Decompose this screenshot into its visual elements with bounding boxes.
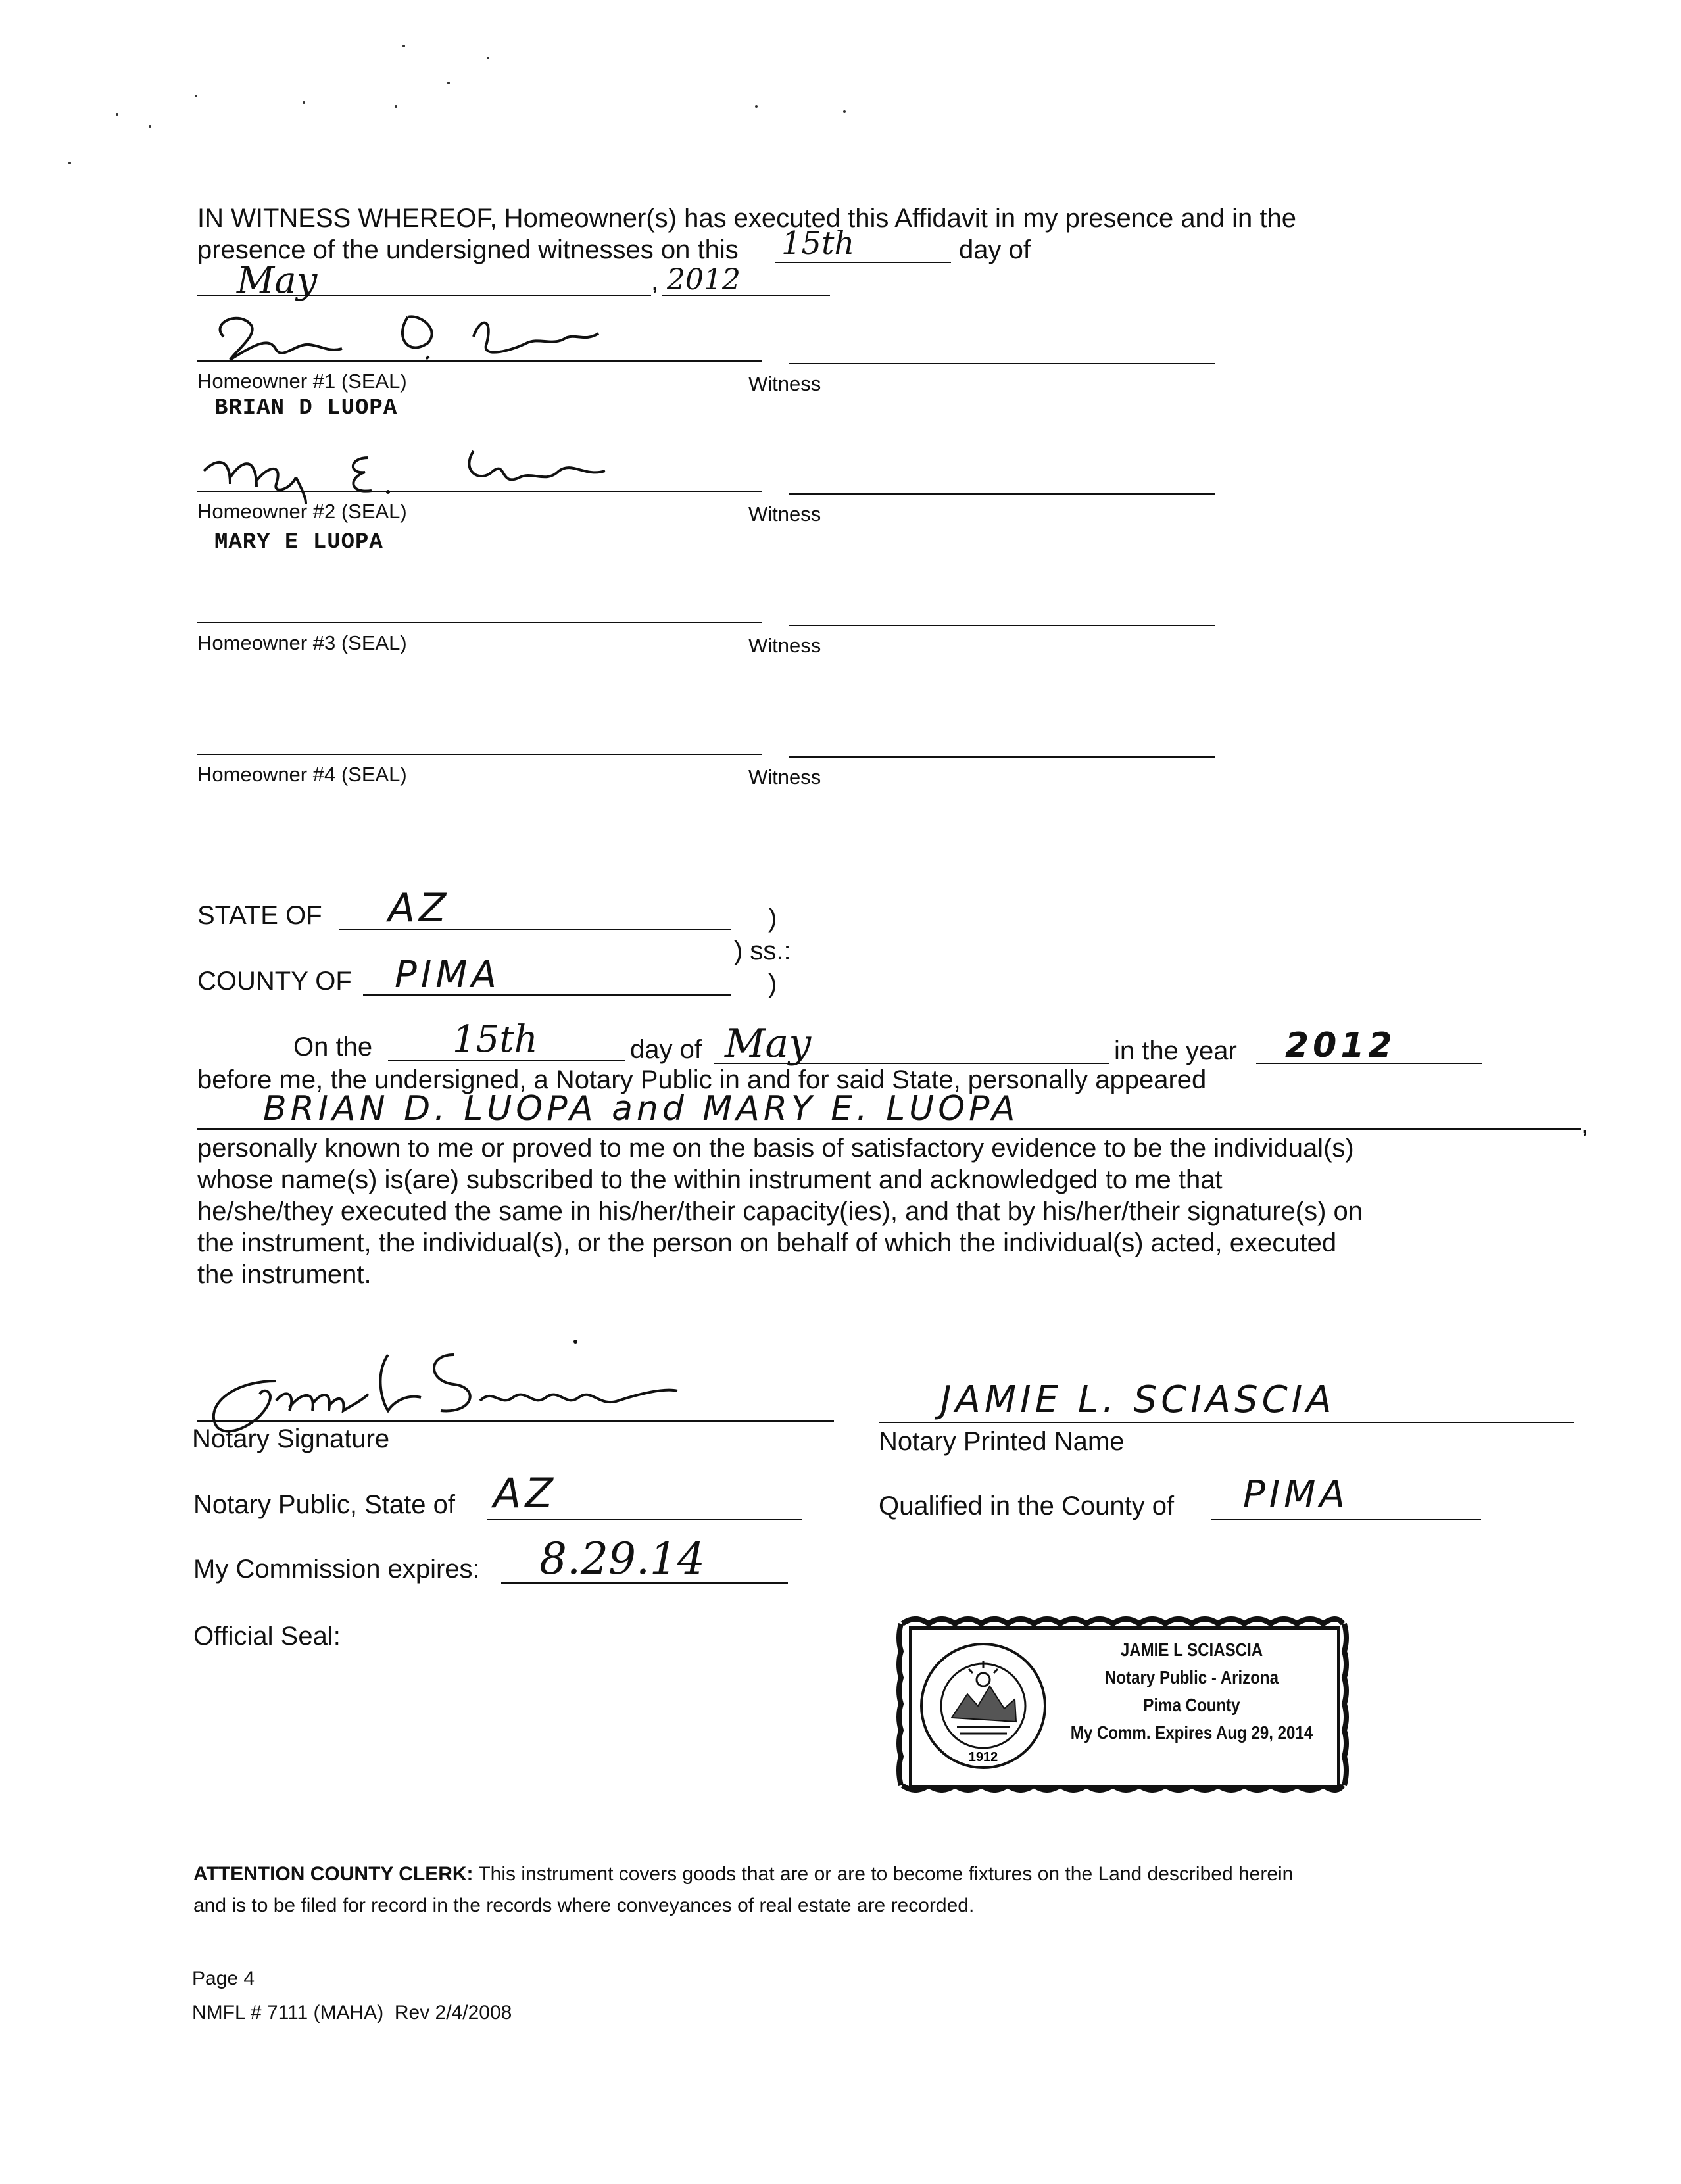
homeowner-1-label: Homeowner #1 (SEAL) bbox=[197, 370, 407, 393]
emblem-year: 1912 bbox=[968, 1750, 998, 1764]
notary-stamp bbox=[896, 1612, 1350, 1797]
witness-3-signature-line bbox=[789, 625, 1215, 626]
notary-state-line bbox=[487, 1519, 802, 1520]
ack-appeared-line bbox=[197, 1128, 1581, 1130]
witness-2-signature-line bbox=[789, 493, 1215, 495]
ack-on-the: On the bbox=[293, 1032, 373, 1061]
witness-clause-line2: presence of the undersigned witnesses on this bbox=[197, 235, 739, 264]
scan-speck bbox=[303, 101, 305, 104]
county-of-value: PIMA bbox=[395, 954, 500, 996]
witness-1-label: Witness bbox=[748, 372, 821, 395]
scan-speck bbox=[487, 57, 489, 59]
witness-comma: , bbox=[651, 267, 659, 296]
ack-body-line-2: whose name(s) is(are) subscribed to the within instrument and acknowledged to me that bbox=[197, 1165, 1223, 1194]
notary-county-line bbox=[1211, 1519, 1481, 1520]
ack-year-value: 2012 bbox=[1285, 1026, 1396, 1065]
stamp-line-county: Pima County bbox=[1143, 1695, 1240, 1715]
stamp-line-title: Notary Public - Arizona bbox=[1104, 1667, 1279, 1687]
ack-appeared-value: BRIAN D. LUOPA and MARY E. LUOPA bbox=[263, 1089, 1019, 1128]
venue-paren-bottom: ) bbox=[768, 969, 777, 998]
witness-day-value: 15th bbox=[781, 225, 855, 262]
notary-seal-label: Official Seal: bbox=[193, 1622, 341, 1651]
homeowner-1-signature-line bbox=[197, 360, 762, 362]
homeowner-2-signature-line bbox=[197, 491, 762, 492]
scan-speck bbox=[395, 105, 397, 108]
ack-body-line-1: personally known to me or proved to me on the basis of satisfactory evidence to be the individual(s) bbox=[197, 1134, 1354, 1163]
notary-printed-name-line bbox=[879, 1422, 1574, 1423]
state-of-value: AZ bbox=[388, 885, 451, 931]
ack-day-value: 15th bbox=[452, 1018, 538, 1061]
notary-county-label: Qualified in the County of bbox=[879, 1492, 1175, 1520]
homeowner-4-signature-line bbox=[197, 754, 762, 755]
form-id: NMFL # 7111 (MAHA) Rev 2/4/2008 bbox=[192, 2002, 512, 2024]
ack-body-line-5: the instrument. bbox=[197, 1260, 372, 1289]
state-of-label: STATE OF bbox=[197, 901, 322, 930]
ack-day-of: day of bbox=[630, 1035, 702, 1064]
notary-printed-name-value: JAMIE L. SCIASCIA bbox=[940, 1378, 1336, 1421]
scan-speck bbox=[149, 125, 151, 128]
arizona-seal-emblem bbox=[917, 1640, 1049, 1772]
homeowner-3-label: Homeowner #3 (SEAL) bbox=[197, 631, 407, 654]
witness-3-label: Witness bbox=[748, 634, 821, 657]
notary-printed-name-label: Notary Printed Name bbox=[879, 1427, 1125, 1456]
stamp-line-name: JAMIE L SCIASCIA bbox=[1120, 1639, 1263, 1660]
attention-text-line2: and is to be filed for record in the records where conveyances of real estate are recorded. bbox=[193, 1895, 975, 1916]
scan-speck bbox=[68, 162, 71, 164]
attention-label: ATTENTION COUNTY CLERK: bbox=[193, 1863, 474, 1885]
notary-signature-label: Notary Signature bbox=[192, 1424, 390, 1453]
notary-state-label: Notary Public, State of bbox=[193, 1490, 455, 1519]
ack-trailing-comma: , bbox=[1581, 1110, 1589, 1139]
witness-1-signature-line bbox=[789, 363, 1215, 364]
scan-speck bbox=[116, 113, 118, 116]
homeowner-4-label: Homeowner #4 (SEAL) bbox=[197, 763, 407, 786]
witness-month-value: May bbox=[237, 259, 318, 302]
ack-line2: before me, the undersigned, a Notary Public in and for said State, personally appeared bbox=[197, 1065, 1207, 1094]
homeowner-2-label: Homeowner #2 (SEAL) bbox=[197, 500, 407, 523]
scan-speck bbox=[195, 95, 197, 97]
scan-speck bbox=[447, 82, 450, 84]
venue-ss: ) ss.: bbox=[734, 936, 791, 965]
stamp-inner-box bbox=[909, 1626, 1340, 1788]
venue-paren-top: ) bbox=[768, 904, 777, 933]
homeowner-3-signature-line bbox=[197, 622, 762, 623]
scan-speck bbox=[755, 105, 758, 108]
county-of-label: COUNTY OF bbox=[197, 967, 352, 996]
ack-in-the-year: in the year bbox=[1114, 1036, 1237, 1065]
witness-day-of: day of bbox=[959, 235, 1031, 264]
witness-clause-line1: IN WITNESS WHEREOF, Homeowner(s) has executed this Affidavit in my presence and in the bbox=[197, 204, 1297, 233]
homeowner-2-signature bbox=[191, 431, 638, 510]
stamp-text bbox=[1070, 1636, 1313, 1747]
scan-speck bbox=[402, 45, 405, 47]
ack-month-value: May bbox=[725, 1021, 812, 1067]
attention-note bbox=[193, 1858, 1640, 1922]
homeowner-2-printed-name: MARY E LUOPA bbox=[214, 530, 383, 555]
ack-body-line-3: he/she/they executed the same in his/her/their capacity(ies), and that by his/her/their signature(s) on bbox=[197, 1197, 1363, 1226]
notary-expires-value: 8.29.14 bbox=[539, 1534, 705, 1584]
notary-expires-label: My Commission expires: bbox=[193, 1555, 480, 1584]
notary-signature-line bbox=[197, 1420, 834, 1422]
homeowner-1-printed-name: BRIAN D LUOPA bbox=[214, 396, 398, 421]
witness-year-value: 2012 bbox=[667, 263, 741, 297]
witness-4-label: Witness bbox=[748, 765, 821, 789]
stamp-line-expires: My Comm. Expires Aug 29, 2014 bbox=[1070, 1722, 1313, 1743]
notary-county-value: PIMA bbox=[1243, 1473, 1349, 1516]
witness-2-label: Witness bbox=[748, 502, 821, 525]
page-number: Page 4 bbox=[192, 1968, 255, 1989]
attention-text-line1: This instrument covers goods that are or are to become fixtures on the Land described herein bbox=[478, 1863, 1294, 1885]
witness-4-signature-line bbox=[789, 756, 1215, 758]
ack-body-line-4: the instrument, the individual(s), or the person on behalf of which the individual(s) acted, executed bbox=[197, 1228, 1337, 1257]
scan-speck bbox=[843, 110, 846, 113]
witness-day-line bbox=[775, 262, 951, 263]
homeowner-1-signature bbox=[197, 297, 618, 370]
notary-state-value: AZ bbox=[493, 1469, 557, 1517]
